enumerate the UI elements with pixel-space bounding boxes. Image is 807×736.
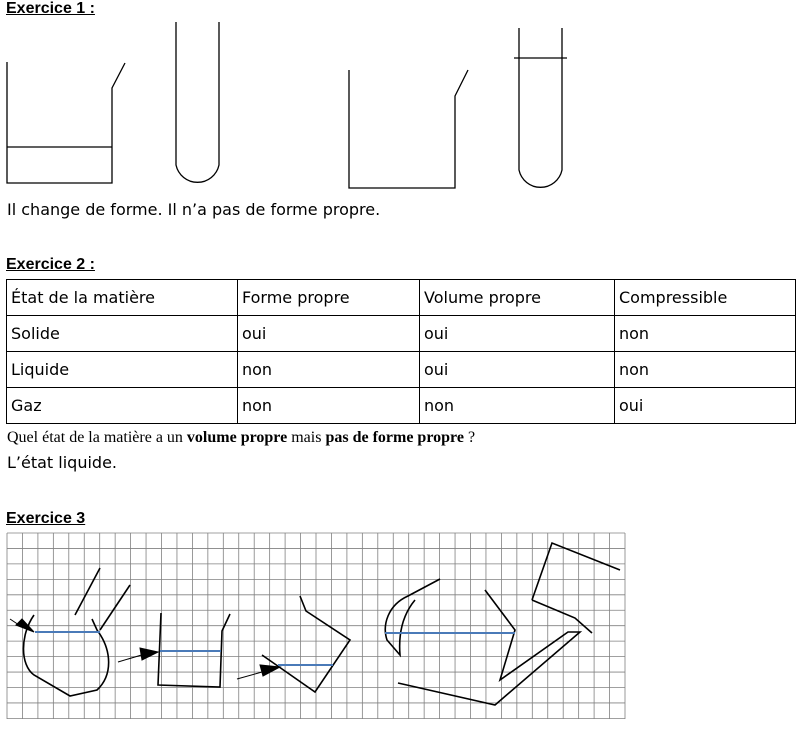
arrows — [10, 619, 280, 679]
table-cell: Gaz — [7, 388, 238, 424]
exercise-2-answer: L’état liquide. — [7, 453, 117, 472]
table-cell: Solide — [7, 316, 238, 352]
exercise-2-title: Exercice 2 : — [6, 256, 95, 273]
rotated-beaker — [532, 543, 620, 600]
question-bold: pas de forme propre — [325, 429, 464, 446]
header-cell: État de la matière — [7, 280, 238, 316]
exercise-1-title: Exercice 1 : — [6, 0, 95, 17]
header-cell: Compressible — [615, 280, 796, 316]
table-cell: oui — [615, 388, 796, 424]
question-text: ? — [463, 429, 476, 446]
round-flask — [24, 615, 109, 696]
exercise-1-answer: Il change de forme. Il n’a pas de forme propre. — [7, 200, 381, 219]
arrow-head-icon — [140, 648, 158, 660]
table-cell: non — [420, 388, 615, 424]
header-cell: Forme propre — [238, 280, 420, 316]
question-text: Quel état de la matière a un — [7, 429, 187, 446]
question-bold: volume propre — [186, 429, 288, 446]
table-cell: oui — [420, 352, 615, 388]
flask-neck-left — [75, 568, 100, 615]
table-cell: non — [615, 316, 796, 352]
table-cell: non — [238, 388, 420, 424]
rotated-beaker-lip — [532, 600, 592, 633]
table-cell: non — [615, 352, 796, 388]
table-cell: Liquide — [7, 352, 238, 388]
header-cell: Volume propre — [420, 280, 615, 316]
table-cell: non — [238, 352, 420, 388]
table-cell: oui — [238, 316, 420, 352]
question-text: mais — [287, 429, 326, 446]
exercise-3-title: Exercice 3 — [6, 510, 86, 527]
table-cell: oui — [420, 316, 615, 352]
